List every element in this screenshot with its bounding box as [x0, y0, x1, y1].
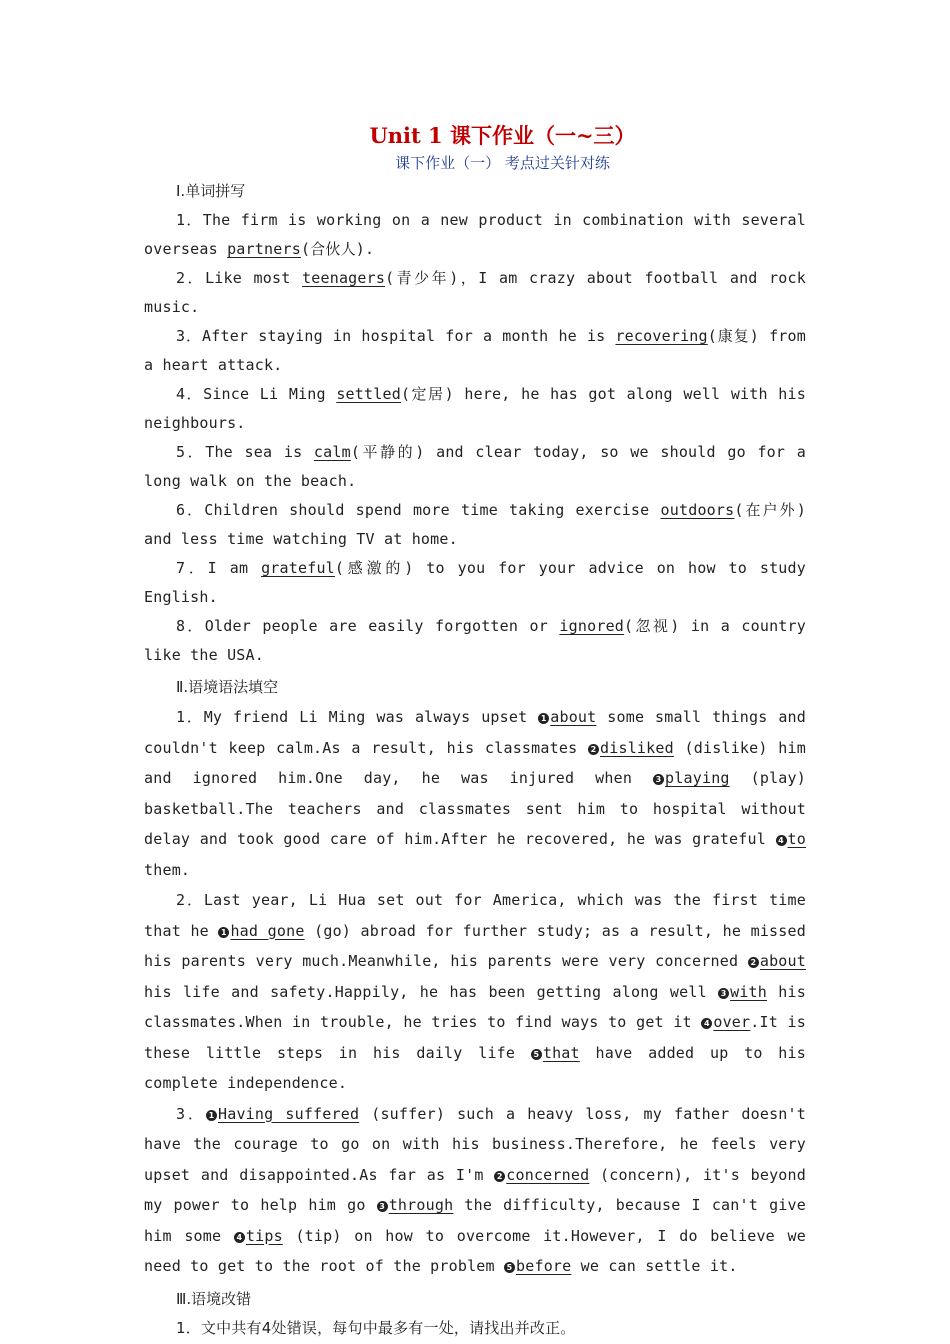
number-marker: 4	[234, 1232, 245, 1243]
number-marker: 1	[538, 713, 549, 724]
spelling-item-2: 2．Like most teenagers(青少年)，I am crazy about football and rock music.	[144, 269, 806, 316]
number-marker: 3	[653, 774, 664, 785]
answer-blank: settled	[336, 385, 401, 403]
answer-blank: teenagers	[302, 269, 386, 287]
answer-blank: had gone	[230, 921, 305, 940]
answer-blank: recovering	[615, 327, 708, 345]
correction-item-1: 1．文中共有4处错误，每句中最多有一处，请找出并改正。	[176, 1318, 576, 1337]
answer-blank: ignored	[559, 617, 625, 635]
number-marker: 2	[748, 957, 759, 968]
spelling-item-3: 3．After staying in hospital for a month he is recovering(康复) from a heart attack.	[144, 327, 807, 374]
answer-blank: that	[542, 1043, 580, 1062]
answer-blank: about	[550, 708, 597, 726]
spelling-item-1: 1．The firm is working on a new product in combination with several overseas partners(合伙人).	[144, 211, 806, 258]
section-heading-correction: Ⅲ.语境改错	[176, 1289, 252, 1308]
answer-blank: calm	[313, 443, 351, 461]
number-marker: 5	[531, 1049, 542, 1060]
spelling-item-5: 5．The sea is calm(平静的) and clear today, so we should go for a long walk on the beach.	[144, 443, 806, 490]
number-marker: 5	[504, 1262, 515, 1273]
answer-blank: to	[787, 830, 806, 848]
grammar-passage-2: 2．Last year, Li Hua set out for America, which was the first time that he 1 had gone (go) abroad for further study; as a result, he missed his parents very much.Meanwhile, his parents were very concerned 2 about his life and safety.Happily, he has been getting along well 3 with his classmates.When in trouble, he tries to find ways to get it 4 over.It is these little steps in his daily life 5 that have added up to his complete independence.	[144, 891, 806, 1092]
number-marker: 4	[776, 835, 787, 846]
answer-blank: with	[730, 982, 768, 1001]
section-heading-spelling: Ⅰ.单词拼写	[176, 182, 246, 200]
answer-blank: outdoors	[660, 501, 735, 519]
spelling-item-8: 8．Older people are easily forgotten or ignored(忽视) in a country like the USA.	[144, 617, 806, 664]
spelling-item-6: 6．Children should spend more time taking exercise outdoors(在户外) and less time watching TV at home.	[144, 501, 806, 548]
answer-blank: through	[388, 1196, 454, 1214]
section-heading-grammar: Ⅱ.语境语法填空	[176, 678, 279, 696]
number-marker: 1	[206, 1110, 217, 1121]
answer-blank: about	[759, 952, 806, 970]
page-subtitle: 课下作业（一） 考点过关针对练	[395, 154, 610, 172]
answer-blank: playing	[665, 769, 730, 787]
spelling-item-7: 7．I am grateful(感激的) to you for your advice on how to study English.	[144, 559, 807, 606]
spelling-list	[144, 206, 806, 670]
number-marker: 3	[377, 1201, 388, 1212]
grammar-passage-1: 1．My friend Li Ming was always upset 1 about some small things and couldn't keep calm.As a result, his classmates 2 disliked (dislike) him and ignored him.One day, he was injured when 3 playing (play) basketball.The teachers and classmates sent him to hospital without delay and took good care of him.After he recovered, he was grateful 4 to them.	[144, 708, 807, 879]
answer-blank: disliked	[600, 738, 674, 757]
answer-blank: over	[713, 1013, 751, 1031]
spelling-item-4: 4．Since Li Ming settled(定居) here, he has got along well with his neighbours.	[144, 385, 806, 432]
number-marker: 3	[718, 988, 729, 999]
grammar-passage-3: 3． 1 Having suffered (suffer) such a heavy loss, my father doesn't have the courage to go on with his business.Therefore, he feels very upset and disappointed.As far as I'm 2 concerned (concern), it's beyond my power to help him go 3 through the difficulty, because I can't give him some 4 tips (tip) on how to overcome it.However, I do believe we need to get to the root of the problem 5 before we can settle it.	[144, 1104, 807, 1275]
page-title: Unit 1 课下作业（一~三）	[369, 123, 636, 148]
number-marker: 4	[701, 1018, 712, 1029]
answer-blank: tips	[245, 1226, 283, 1245]
answer-blank: before	[516, 1257, 572, 1275]
answer-blank: partners	[227, 240, 301, 258]
number-marker: 2	[588, 744, 599, 755]
answer-blank: grateful	[261, 559, 335, 577]
worksheet-content	[144, 120, 806, 1343]
answer-blank: Having suffered	[217, 1104, 360, 1123]
number-marker: 2	[494, 1171, 505, 1182]
answer-blank: concerned	[506, 1165, 590, 1184]
number-marker: 1	[218, 927, 229, 938]
